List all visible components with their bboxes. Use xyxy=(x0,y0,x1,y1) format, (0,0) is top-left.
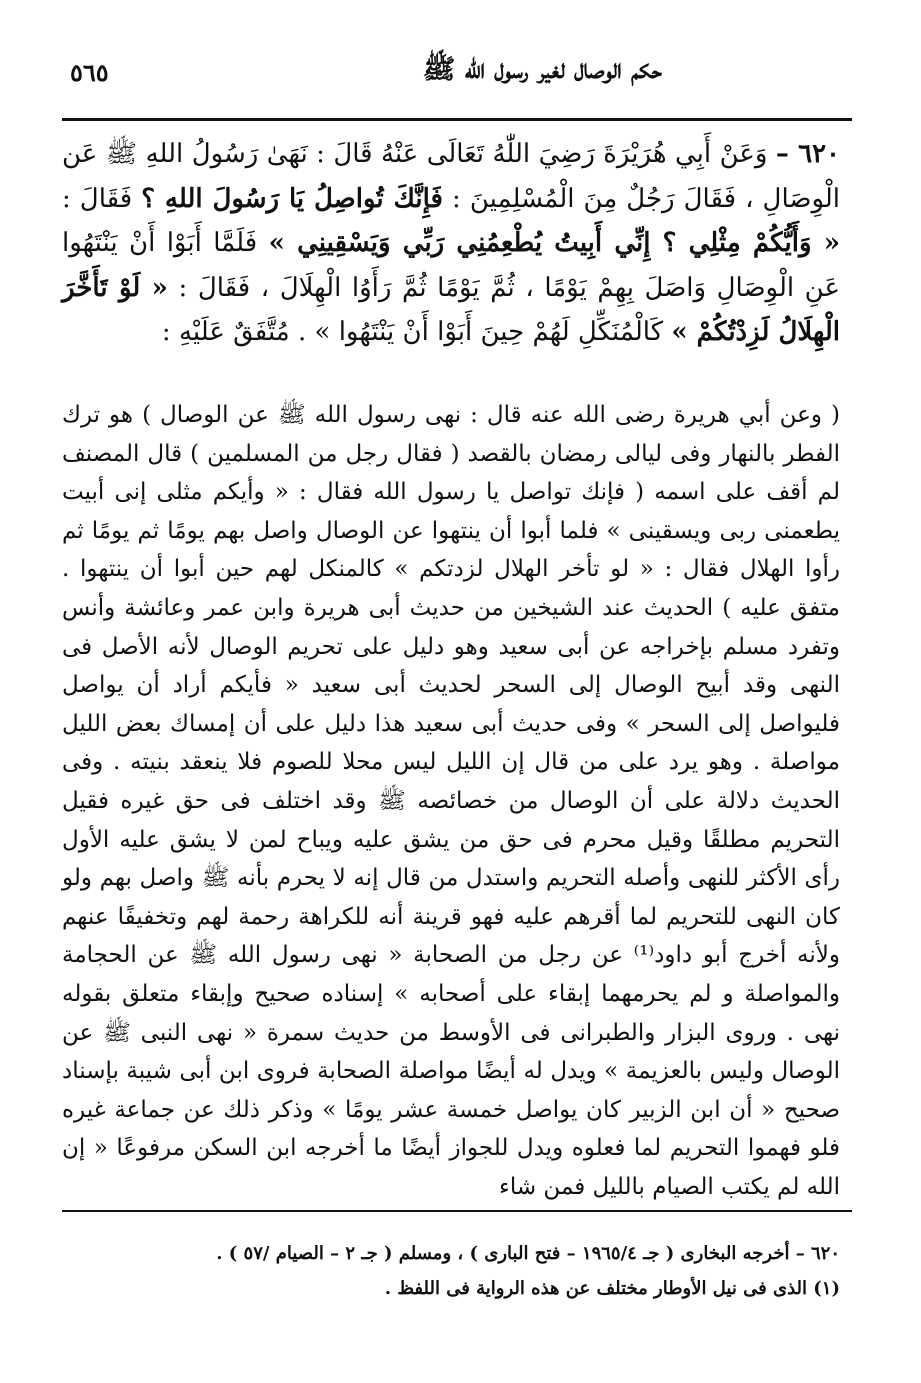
running-title: حكم الوصال لغير رسول الله ﷺ xyxy=(422,54,662,85)
hadith-question-1: فَإِنَّكَ تُواصِلُ يَا رَسُولَ اللهِ ؟ xyxy=(141,183,443,214)
footnote-1: (١) الذى فى نيل الأوطار مختلف عن هذه الرواية فى اللفظ . xyxy=(384,1278,840,1299)
hadith-number: ٦٢٠ – xyxy=(775,139,841,169)
footnote-divider xyxy=(62,1210,852,1212)
hadith-quote-2: « لَوْ تَأَخَّرَ الْهِلَالُ لَزِدْتُكُمْ » xyxy=(62,272,840,347)
footnotes xyxy=(62,1236,840,1306)
hadith-part-2: فَقَالَ : xyxy=(62,183,133,214)
footnote-source: ٦٢٠ – أخرجه البخارى ( جـ ١٩٦٥/٤ – فتح البارى ) ، ومسلم ( جـ ٢ – الصيام /٥٧ ) . xyxy=(216,1243,840,1264)
page-number: ٥٦٥ xyxy=(70,58,109,87)
hadith-part-3: فَلَمَّا أَبَوْا أَنْ يَنْتَهُوا عَنِ الْوِصَالِ وَاصَلَ بِهِمْ يَوْمًا ، ثُمَّ يَوْمًا ثُمَّ رَأَوُا الْهِلَالَ ، فَقَالَ : xyxy=(62,228,840,303)
hadith-quote-1: « وَأَيُّكُمْ مِثْلِي ؟ إِنِّي أَبِيتُ يُطْعِمُنِي رَبِّي وَيَسْقِينِي » xyxy=(268,228,840,258)
hadith-part-4: كَالْمُنَكِّلِ لَهُمْ حِينَ أَبَوْا أَنْ يَنْتَهُوا » . مُتَّفَقٌ عَلَيْهِ : xyxy=(161,317,664,347)
hadith-text xyxy=(62,132,840,355)
header-divider xyxy=(62,118,852,121)
commentary-text: ( وعن أبي هريرة رضى الله عنه قال : نهى رسول الله ﷺ عن الوصال ) هو ترك الفطر بالنهار وفى ليالى رمضان بالقصد ( فقال رجل من المسلمين ) قال المصنف لم أقف على اسمه ( فإنك تواصل يا رسول الله فقال : « وأيكم مثلى إنى أبيت يطعمنى ربى ويسقينى » فلما أبوا أن ينتهوا عن الوصال واصل بهم يومًا ثم يومًا ثم رأوا الهلال فقال : « لو تأخر الهلال لزدتكم » كالمنكل لهم حين أبوا أن ينتهوا . متفق عليه ) الحديث عند الشيخين من حديث أبى هريرة وابن عمر وعائشة وأنس وتفرد مسلم بإخراجه عن أبى سعيد وهو دليل على تحريم الوصال لأنه الأصل فى النهى وقد أبيح الوصال إلى السحر لحديث أبى سعيد « فأيكم أراد أن يواصل فليواصل إلى السحر » وفى حديث أبى سعيد هذا دليل على أن إمساك بعض الليل مواصلة . وهو يرد على من قال إن الليل ليس محلا للصوم فلا ينعقد بنيته . وفى الحديث دلالة على أن الوصال من خصائصه ﷺ وقد اختلف فى حق غيره فقيل التحريم مطلقًا وقيل محرم فى حق من يشق عليه ويباح لمن لا يشق عليه الأول رأى الأكثر للنهى وأصله التحريم واستدل من قال إنه لا يحرم بأنه ﷺ واصل بهم ولو كان النهى للتحريم لما أقرهم عليه فهو قرينة أنه للكراهة رحمة لهم وتخفيفًا عنهم ولأنه أخرج أبو داود⁽¹⁾ عن رجل من الصحابة « نهى رسول الله ﷺ عن الحجامة والمواصلة و لم يحرمهما إبقاء على أصحابه » إسناده صحيح وإبقاء متعلق بقوله نهى . وروى البزار والطبرانى فى الأوسط من حديث سمرة « نهى النبى ﷺ عن الوصال وليس بالعزيمة » ويدل له أيضًا مواصلة الصحابة فروى ابن أبى شيبة بإسناد صحيح « أن ابن الزبير كان يواصل خمسة عشر يومًا » وذكر ذلك عن جماعة غيره فلو فهموا التحريم لما فعلوه ويدل للجواز أيضًا ما أخرجه ابن السكن مرفوعًا « إن الله لم يكتب الصيام بالليل فمن شاء xyxy=(62,402,840,1200)
page-header xyxy=(62,46,852,102)
hadith-part-1: وَعَنْ أَبِي هُرَيْرَةَ رَضِيَ اللّٰهُ تَعَالَى عَنْهُ قَالَ : نَهَىٰ رَسُولُ اللهِ ﷺ عَن الْوِصَالِ ، فَقَالَ رَجُلٌ مِنَ الْمُسْلِمِينَ : xyxy=(62,139,841,214)
